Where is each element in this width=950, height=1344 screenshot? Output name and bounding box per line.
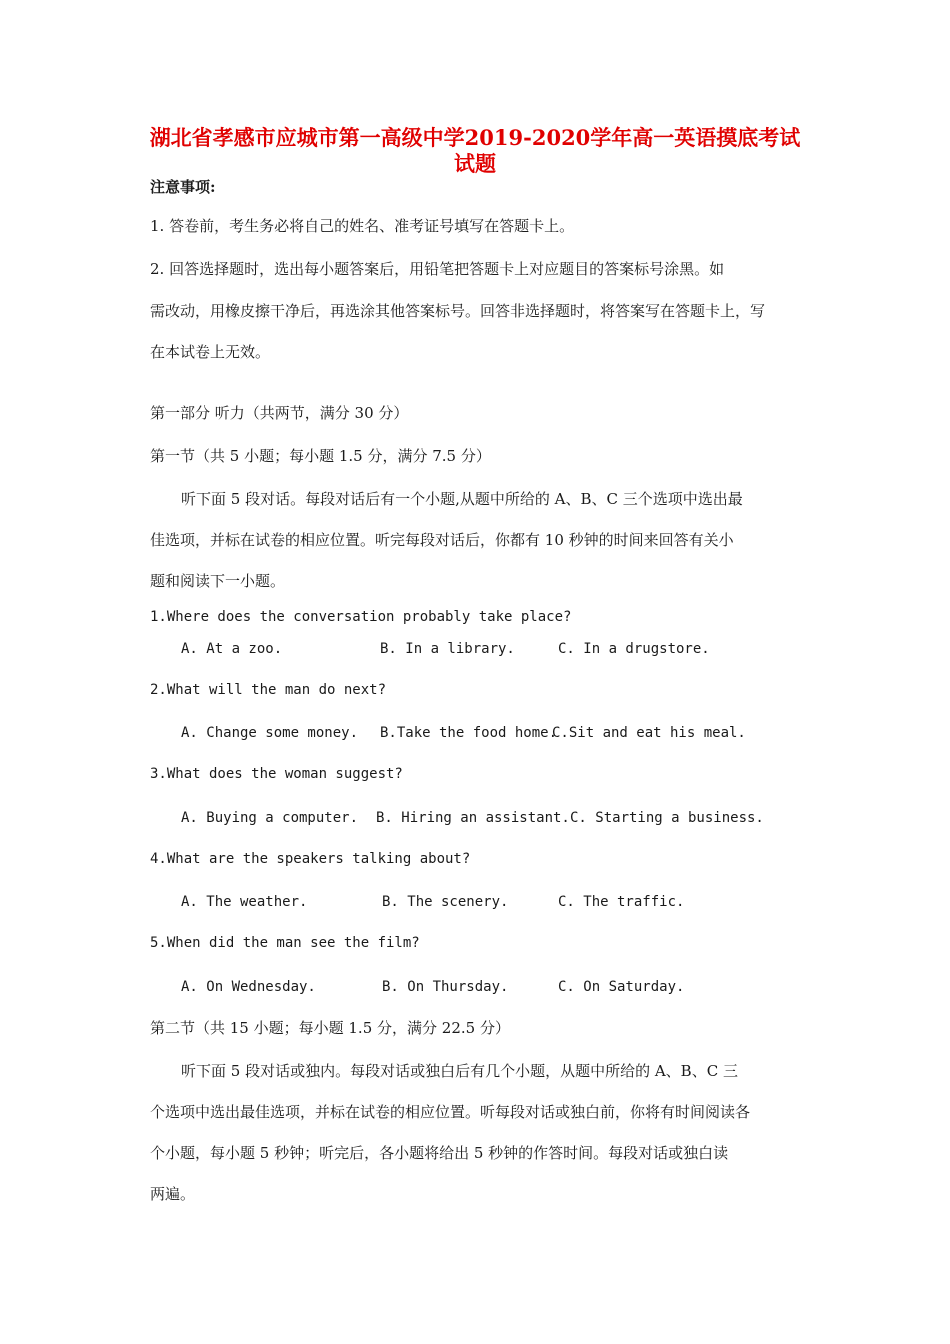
section2-instructions-line3: 个小题，每小题 5 秒钟；听完后，各小题将给出 5 秒钟的作答时间。每段对话或独白读 <box>150 1144 729 1162</box>
section1-instructions-line2: 佳选项，并标在试卷的相应位置。听完每段对话后，你都有 10 秒钟的时间来回答有关小 <box>150 531 734 549</box>
notice-heading: 注意事项: <box>150 178 216 196</box>
question-2-option-a: A. Change some money. <box>181 725 359 741</box>
question-5-option-c: C. On Saturday. <box>558 979 685 995</box>
question-1-option-c: C. In a drugstore. <box>558 641 710 657</box>
question-4-option-a: A. The weather. <box>181 894 308 910</box>
question-4-option-b: B. The scenery. <box>382 894 509 910</box>
question-5-option-a: A. On Wednesday. <box>181 979 316 995</box>
question-1-option-a: A. At a zoo. <box>181 641 283 657</box>
section2-instructions-line2: 个选项中选出最佳选项，并标在试卷的相应位置。听每段对话或独白前，你将有时间阅读各 <box>150 1103 751 1121</box>
question-2: 2.What will the man do next? <box>150 682 387 698</box>
question-3-option-c: C. Starting a business. <box>570 810 764 826</box>
section1-instructions-line3: 题和阅读下一小题。 <box>150 572 286 590</box>
question-5: 5.When did the man see the film? <box>150 935 420 951</box>
question-3-option-b: B. Hiring an assistant. <box>376 810 570 826</box>
notice-item-2-line2: 需改动，用橡皮擦干净后，再选涂其他答案标号。回答非选择题时，将答案写在答题卡上，写 <box>150 302 766 320</box>
question-1: 1.Where does the conversation probably take place? <box>150 609 572 625</box>
section2-heading: 第二节（共 15 小题；每小题 1.5 分，满分 22.5 分） <box>150 1019 510 1037</box>
question-4-option-c: C. The traffic. <box>558 894 685 910</box>
section2-instructions-line4: 两遍。 <box>150 1185 196 1203</box>
question-2-option-c: C.Sit and eat his meal. <box>552 725 746 741</box>
question-1-option-b: B. In a library. <box>380 641 515 657</box>
part1-heading: 第一部分 听力（共两节，满分 30 分） <box>150 404 409 422</box>
question-2-option-b: B.Take the food home. <box>380 725 558 741</box>
section1-heading: 第一节（共 5 小题；每小题 1.5 分，满分 7.5 分） <box>150 447 491 465</box>
question-3: 3.What does the woman suggest? <box>150 766 403 782</box>
section2-instructions-line1: 听下面 5 段对话或独内。每段对话或独白后有几个小题，从题中所给的 A、B、C 三 <box>181 1062 738 1080</box>
notice-item-2-line3: 在本试卷上无效。 <box>150 343 271 361</box>
document-title-line1: 湖北省孝感市应城市第一高级中学2019-2020学年高一英语摸底考试 <box>149 125 801 150</box>
notice-item-1: 1. 答卷前，考生务必将自己的姓名、准考证号填写在答题卡上。 <box>150 217 575 235</box>
question-3-option-a: A. Buying a computer. <box>181 810 359 826</box>
notice-item-2-line1: 2. 回答选择题时，选出每小题答案后，用铅笔把答题卡上对应题目的答案标号涂黑。如 <box>150 260 725 278</box>
document-title-line2: 试题 <box>454 151 496 176</box>
section1-instructions-line1: 听下面 5 段对话。每段对话后有一个小题,从题中所给的 A、B、C 三个选项中选出最 <box>181 490 743 508</box>
question-5-option-b: B. On Thursday. <box>382 979 509 995</box>
question-4: 4.What are the speakers talking about? <box>150 851 471 867</box>
